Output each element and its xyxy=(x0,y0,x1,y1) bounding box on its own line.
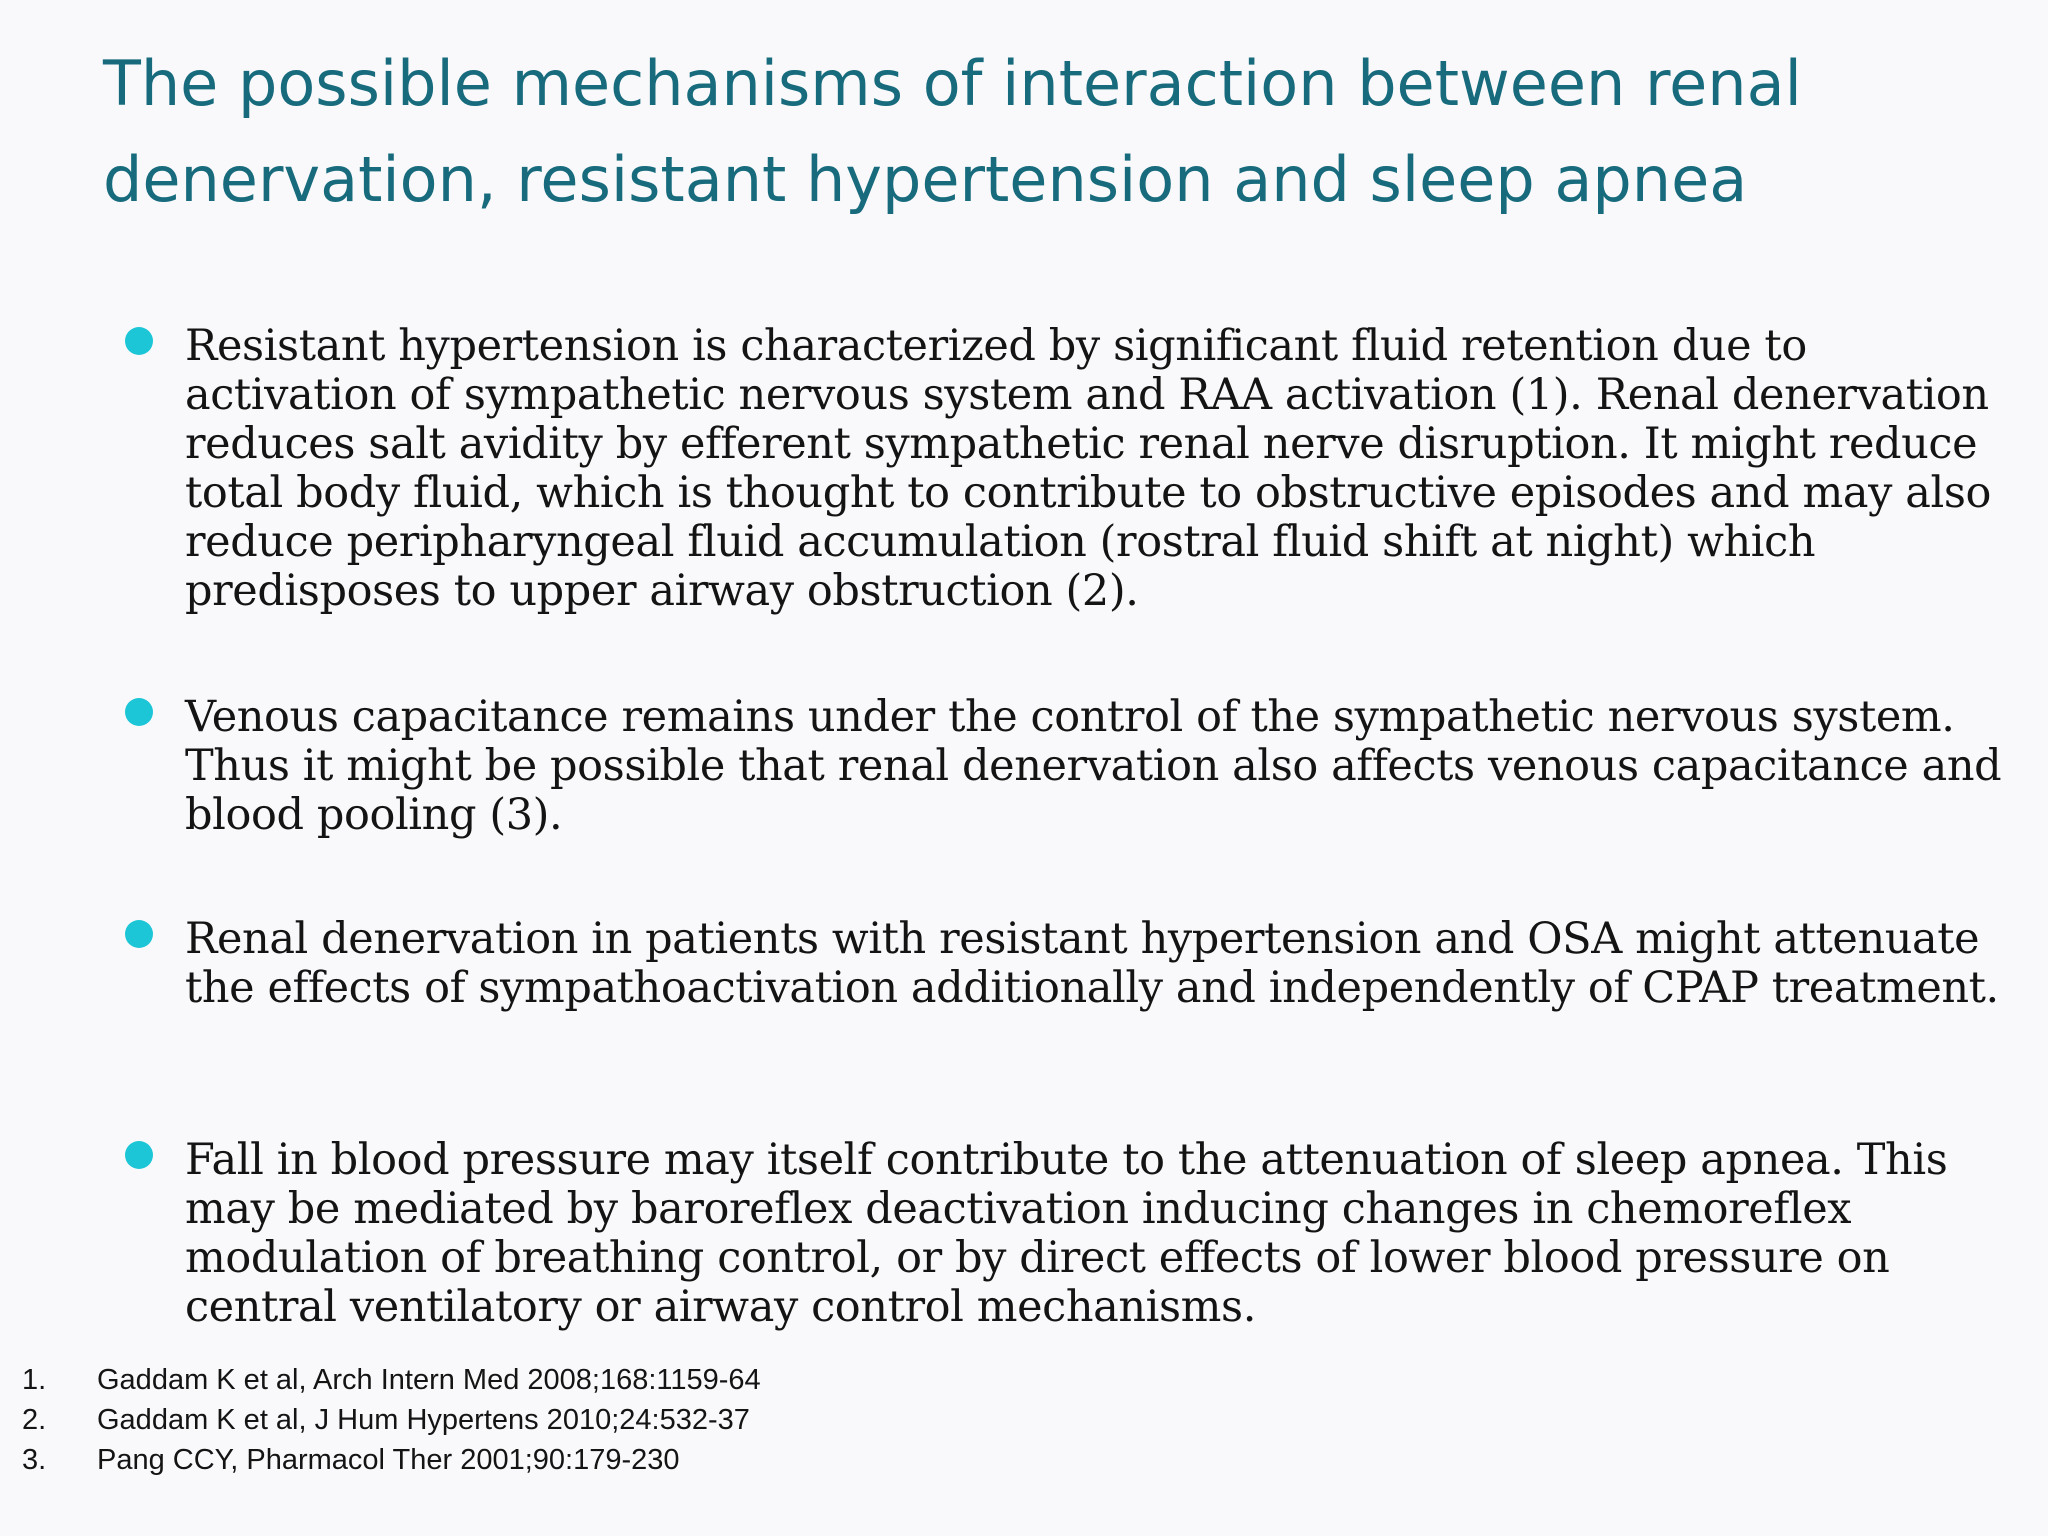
bullet-dot-icon xyxy=(125,327,153,355)
reference-text: Gaddam K et al, J Hum Hypertens 2010;24:532-37 xyxy=(97,1404,750,1436)
reference-item xyxy=(0,1440,2048,1480)
reference-number: 1. xyxy=(22,1364,47,1396)
bullet-text: Renal denervation in patients with resistant hypertension and OSA might attenuate the effects of sympathoactivation additionally and independently of CPAP treatment. xyxy=(185,914,1999,1013)
bullet-dot-icon xyxy=(125,698,153,726)
bullet-dot-icon xyxy=(125,1141,153,1169)
bullet-dot-icon xyxy=(125,920,153,948)
reference-item xyxy=(0,1400,2048,1440)
reference-number: 3. xyxy=(22,1444,47,1476)
reference-text: Pang CCY, Pharmacol Ther 2001;90:179-230 xyxy=(97,1444,680,1476)
bullet-text: Venous capacitance remains under the control of the sympathetic nervous system. Thus it might be possible that renal denervation also affects venous capacitance and blood pooling (3). xyxy=(185,692,2002,840)
bullet-item xyxy=(185,322,2005,616)
slide-title: The possible mechanisms of interaction between renal denervation, resistant hypertension and sleep apnea xyxy=(103,47,1802,216)
bullet-item xyxy=(185,915,2005,1013)
bullet-item xyxy=(185,693,2005,840)
bullet-text: Fall in blood pressure may itself contribute to the attenuation of sleep apnea. This may be mediated by baroreflex deactivation inducing changes in chemoreflex modulation of breathing control, or by direct effects of lower blood pressure on central ventilatory or airway control mechanisms. xyxy=(185,1135,1948,1332)
bullet-item xyxy=(185,1136,2005,1332)
reference-item xyxy=(0,1360,2048,1400)
bullet-text: Resistant hypertension is characterized by significant fluid retention due to activation of sympathetic nervous system and RAA activation (1). Renal denervation reduces salt avidity by efferent sympathetic renal nerve disruption. It might reduce total body fluid, which is thought to contribute to obstructive episodes and may also reduce peripharyngeal fluid accumulation (rostral fluid shift at night) which predisposes to upper airway obstruction (2). xyxy=(185,321,1991,616)
reference-number: 2. xyxy=(22,1404,47,1436)
reference-text: Gaddam K et al, Arch Intern Med 2008;168:1159-64 xyxy=(97,1364,761,1396)
references xyxy=(0,1360,2048,1480)
